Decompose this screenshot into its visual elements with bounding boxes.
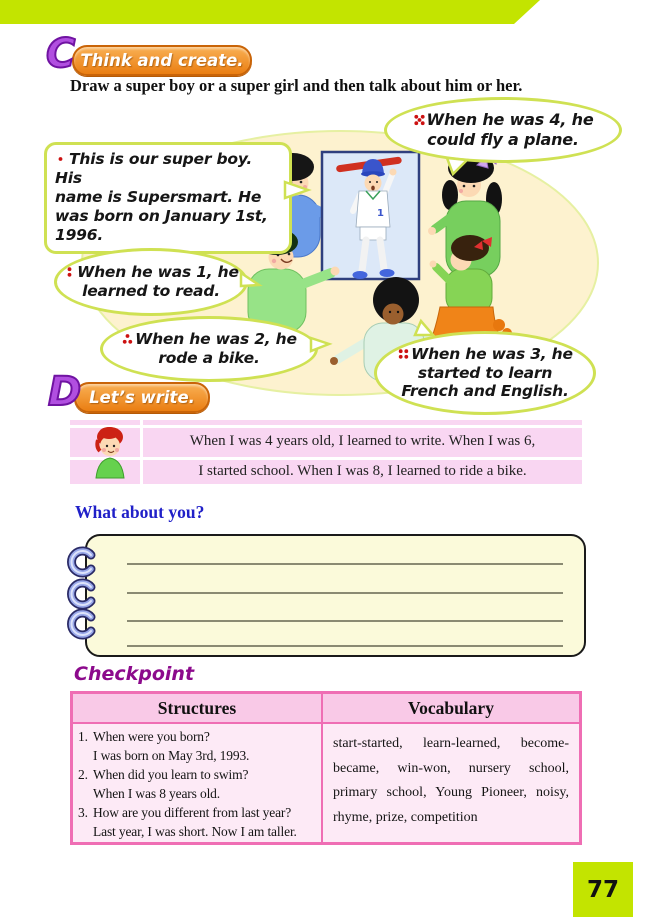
structures-cell — [73, 724, 323, 842]
speech-bubble-age-2 — [100, 316, 318, 382]
ruled-line — [127, 620, 563, 622]
question-text: When were you born? — [93, 729, 210, 744]
speech-bubble-age-1 — [54, 248, 248, 316]
answer-text: When I was 8 years old. — [93, 786, 221, 801]
what-about-you-heading: What about you? — [75, 502, 205, 522]
question-text: How are you different from last year? — [93, 805, 292, 820]
boy-avatar-icon — [88, 424, 132, 480]
answer-text: I was born on May 3rd, 1993. — [93, 748, 250, 763]
item-number: 1. — [78, 729, 88, 744]
bubble-tail — [311, 335, 331, 353]
page-number: 77 — [586, 876, 619, 903]
bubble-line: When he was 4, he — [426, 110, 594, 130]
instruction-text: Draw a super boy or a super girl and then talk about him or her. — [70, 76, 523, 95]
checkpoint-table — [70, 691, 582, 845]
structure-item — [78, 727, 318, 765]
banner-d-label: Let’s write. — [89, 388, 195, 407]
bubble-tail — [285, 179, 311, 201]
section-letter-d: D — [48, 369, 82, 415]
bubble-tail — [413, 321, 435, 336]
table-header-row — [73, 694, 579, 724]
bubble-line: started to learn — [417, 363, 553, 382]
table-body-row — [73, 724, 579, 842]
example-line-2: I started school. When I was 8, I learned to ride a bike. — [198, 462, 527, 479]
writing-notepad — [85, 534, 586, 657]
jersey-number: 1 — [377, 208, 384, 219]
bubble-line: When he was 2, he — [135, 330, 297, 349]
binder-ring-icon — [65, 606, 101, 642]
think-and-create-banner — [72, 45, 252, 76]
top-chartreuse-bar — [0, 0, 560, 24]
checkpoint-heading: Checkpoint — [74, 663, 195, 685]
structure-item — [78, 803, 318, 841]
example-line-1: When I was 4 years old, I learned to write. When I was 6, — [189, 433, 536, 449]
vocabulary-cell: start-started, learn-learned, become-became, win-won, nursery school, primary school, Young Pioneer, noisy, rhyme, prize, competition — [333, 736, 569, 825]
item-number: 2. — [78, 767, 88, 782]
section-letter-c: C — [46, 31, 76, 77]
structure-item — [78, 765, 318, 803]
red-dots-marker — [63, 264, 76, 276]
lets-write-banner — [74, 382, 210, 413]
bubble-tail — [445, 158, 469, 175]
ruled-line — [127, 592, 563, 594]
binder-ring-icon — [65, 544, 101, 580]
super-boy-drawing — [322, 152, 419, 279]
bubble-line: When he was 1, he — [77, 263, 239, 282]
bubble-line: French and English. — [401, 382, 569, 401]
column-header-structures: Structures — [73, 694, 323, 722]
red-dots-marker — [121, 331, 134, 343]
answer-text: Last year, I was short. Now I am taller. — [93, 824, 297, 839]
banner-c-label: Think and create. — [80, 51, 244, 70]
red-dots-marker — [397, 346, 410, 358]
ruled-line — [127, 563, 563, 565]
bubble-line: When he was 3, he — [411, 344, 573, 363]
speech-bubble-superboy — [44, 142, 292, 254]
bubble-line: This is our super boy. His — [55, 150, 253, 187]
page-number-badge — [573, 862, 633, 917]
ruled-line — [127, 645, 563, 647]
bubble-line: 1996. — [55, 225, 104, 244]
question-text: When did you learn to swim? — [93, 767, 249, 782]
red-dots-marker — [413, 111, 426, 123]
item-number: 3. — [78, 805, 88, 820]
speech-bubble-age-4 — [384, 97, 622, 163]
red-dots-marker — [55, 151, 68, 163]
bubble-line: learned to read. — [82, 282, 220, 300]
bubble-line: could fly a plane. — [427, 130, 579, 149]
bubble-line: rode a bike. — [158, 349, 260, 367]
example-box — [70, 420, 582, 484]
bubble-tail — [241, 271, 261, 289]
column-header-vocabulary: Vocabulary — [408, 697, 494, 718]
bubble-line: name is Supersmart. He — [55, 187, 262, 206]
speech-bubble-age-3 — [374, 331, 596, 415]
bubble-line: was born on January 1st, — [55, 206, 268, 225]
